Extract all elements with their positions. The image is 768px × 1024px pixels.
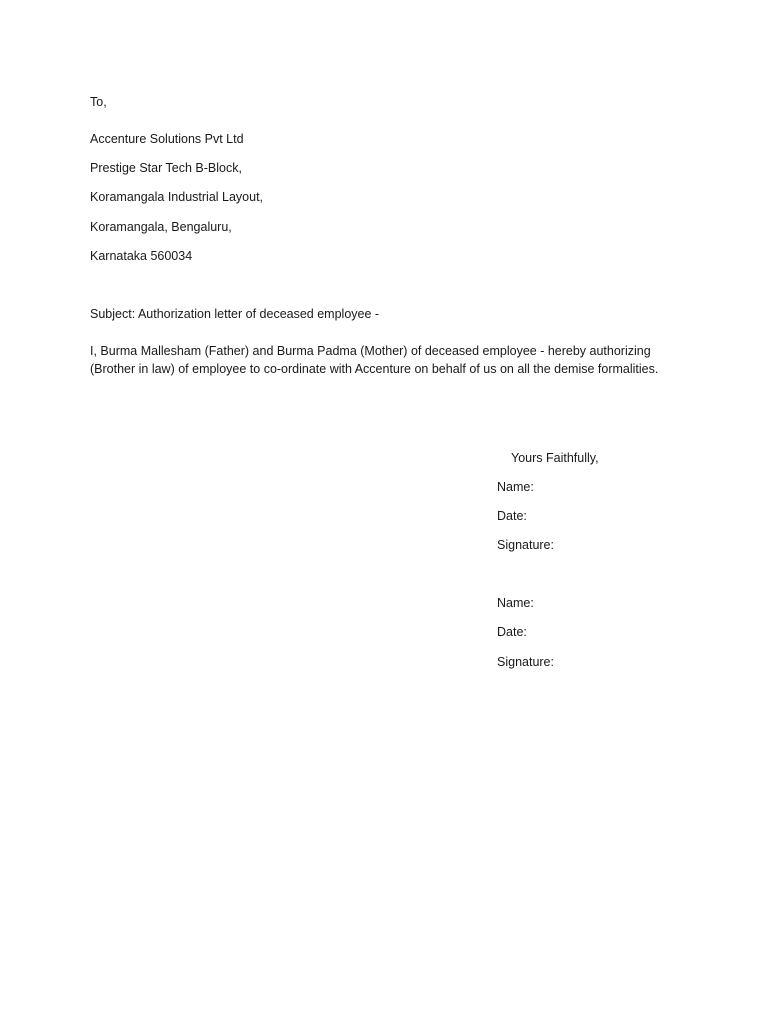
signatory-2-signature-label: Signature: (497, 655, 554, 669)
address-line-building: Prestige Star Tech B-Block, (90, 161, 242, 175)
letter-body (90, 342, 690, 378)
signatory-2-date-label: Date: (497, 625, 527, 639)
salutation: To, (90, 95, 107, 109)
address-line-company: Accenture Solutions Pvt Ltd (90, 132, 244, 146)
address-line-layout: Koramangala Industrial Layout, (90, 190, 264, 204)
closing: Yours Faithfully, (511, 451, 599, 465)
signatory-2-name-label: Name: (497, 596, 534, 610)
letter-body-line-2: (Brother in law) of employee to co-ordinate with Accenture on behalf of us on all the demise formalities. (90, 362, 659, 376)
address-line-state: Karnataka 560034 (90, 249, 193, 263)
letter-body-line-1: I, Burma Mallesham (Father) and Burma Padma (Mother) of deceased employee - hereby authorizing (90, 344, 651, 358)
subject-line: Subject: Authorization letter of deceased employee - (90, 307, 380, 321)
signatory-1-name-label: Name: (497, 480, 534, 494)
signatory-1-date-label: Date: (497, 509, 527, 523)
address-line-city: Koramangala, Bengaluru, (90, 220, 232, 234)
signatory-1-signature-label: Signature: (497, 538, 554, 552)
